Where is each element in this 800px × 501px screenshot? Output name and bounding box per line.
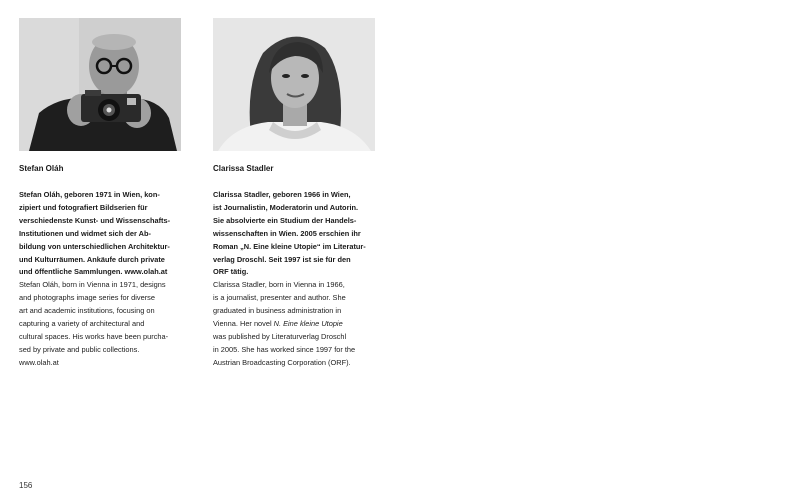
- bio-german: Stefan Oláh, geboren 1971 in Wien, kon- zipiert und fotografiert Bildserien für verschiedenste Kunst- und Wissenschafts- Institutionen und widmet sich der Ab- bildung von unterschiedlichen Architektur- und Kulturräumen. Ankäufe durch private und öffentliche Sammlungen. www.olah.at: [19, 190, 171, 277]
- bio-column-clarissa-stadler: [213, 18, 375, 370]
- portrait-photo-stefan-olah: [19, 18, 181, 151]
- bio-german: Clarissa Stadler, geboren 1966 in Wien, ist Journalistin, Moderatorin und Autorin. Sie absolvierte ein Studium der Handels- wissenschaften in Wien. 2005 erschien ihr Roman „N. Eine kleine Utopie“ im Literatur- verlag Droschl. Seit 1997 ist sie für den ORF tätig.: [213, 190, 366, 277]
- page-number: 156: [19, 481, 33, 490]
- woman-portrait-icon: [213, 18, 375, 151]
- bio-english: [213, 279, 375, 369]
- portrait-photo-clarissa-stadler: [213, 18, 375, 151]
- novel-title: N. Eine kleine Utopie: [273, 319, 343, 329]
- photographer-portrait-icon: [19, 18, 181, 151]
- person-name: Stefan Oláh: [19, 164, 64, 173]
- bio-column-stefan-olah: [19, 18, 181, 370]
- bio-english-part: was published by Literaturverlag Droschl in 2005. She has worked since 1997 for the Austrian Broadcasting Corporation (ORF).: [213, 331, 356, 367]
- person-name: Clarissa Stadler: [213, 164, 274, 173]
- bio-english: Stefan Oláh, born in Vienna in 1971, designs and photographs image series for diverse art and academic institutions, focusing on capturing a variety of architectural and cultural spaces. His works have been purcha- sed by private and public collections. www.olah.at: [19, 280, 169, 367]
- bio-english-part: Clarissa Stadler, born in Vienna in 1966, is a journalist, presenter and author. She graduated in business administration in Vienna. Her novel: [213, 280, 346, 329]
